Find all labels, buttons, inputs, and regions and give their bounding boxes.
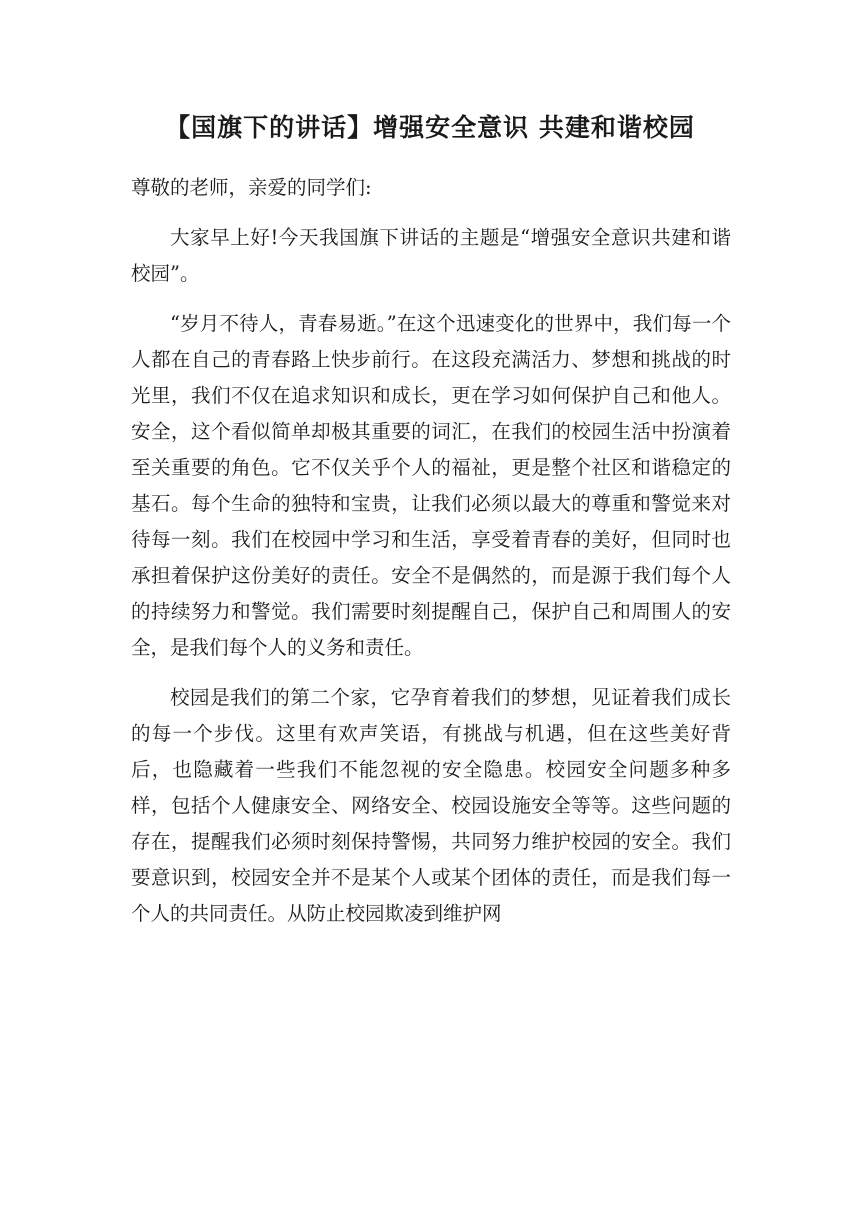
document-body (131, 170, 731, 932)
paragraph-opening: 大家早上好!今天我国旗下讲话的主题是“增强安全意识共建和谐校园”。 (131, 226, 731, 285)
document-title: 【国旗下的讲话】增强安全意识 共建和谐校园 (165, 113, 695, 142)
paragraph-campus-safety: 校园是我们的第二个家，它孕育着我们的梦想，见证着我们成长的每一个步伐。这里有欢声笑语，有挑战与机遇，但在这些美好背后，也隐藏着一些我们不能忽视的安全隐患。校园安全问题多种多样，包括个人健康安全、网络安全、校园设施安全等等。这些问题的存在，提醒我们必须时刻保持警惕，共同努力维护校园的安全。我们要意识到，校园安全并不是某个人或某个团体的责任，而是我们每一个人的共同责任。从防止校园欺凌到维护网 (131, 686, 731, 925)
salutation: 尊敬的老师，亲爱的同学们: (131, 176, 372, 199)
paragraph-safety-importance: “岁月不待人，青春易逝。”在这个迅速变化的世界中，我们每一个人都在自己的青春路上快步前行。在这段充满活力、梦想和挑战的时光里，我们不仅在追求知识和成长，更在学习如何保护自己和他人。安全，这个看似简单却极其重要的词汇，在我们的校园生活中扮演着至关重要的角色。它不仅关乎个人的福祉，更是整个社区和谐稳定的基石。每个生命的独特和宝贵，让我们必须以最大的尊重和警觉来对待每一刻。我们在校园中学习和生活，享受着青春的美好，但同时也承担着保护这份美好的责任。安全不是偶然的，而是源于我们每个人的持续努力和警觉。我们需要时刻提醒自己，保护自己和周围人的安全，是我们每个人的义务和责任。 (131, 312, 731, 659)
